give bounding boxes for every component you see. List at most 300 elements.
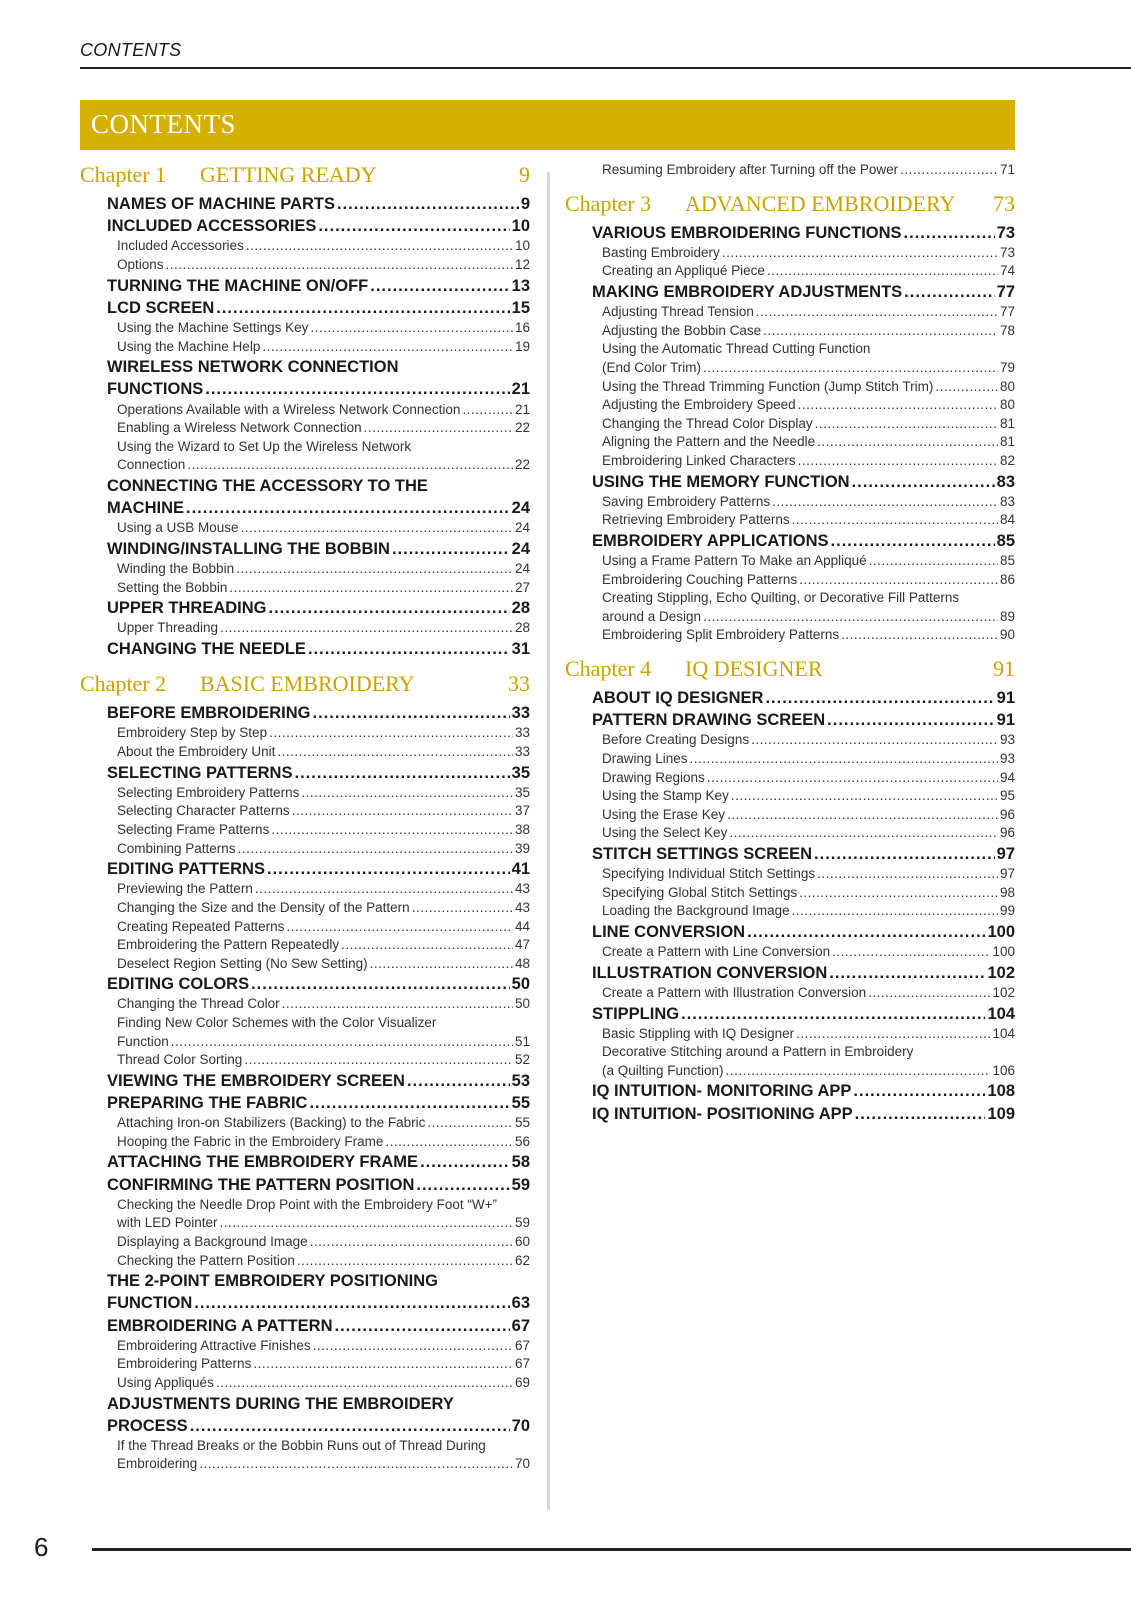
leader-dots [335,1315,510,1337]
entry-page: 50 [511,975,530,994]
section-entry[interactable] [107,597,530,619]
subsection-entry[interactable] [117,880,530,899]
leader-dots [799,884,998,903]
subsection-entry[interactable] [117,579,530,598]
entry-title: Embroidering Split Embroidery Patterns [602,627,840,643]
leader-dots [253,1355,513,1374]
entry-title: Using the Select Key [602,825,728,841]
entry-title: CONNECTING THE ACCESSORY TO THE [107,476,428,495]
leader-dots [241,519,513,538]
subsection-entry[interactable] [117,560,530,579]
entry-page: 89 [999,608,1015,624]
section-entry[interactable] [107,193,530,215]
entry-page: 19 [514,338,530,354]
entry-title: Specifying Individual Stitch Settings [602,866,816,882]
chapter-title-group [80,161,377,189]
entry-page: 21 [514,401,530,417]
subsection-entry[interactable] [117,936,530,955]
entry-title: Creating Repeated Patterns [117,918,285,934]
entry-page: 91 [996,689,1015,708]
subsection-entry[interactable] [117,519,530,538]
subsection-entry[interactable] [602,552,1015,571]
section-entry[interactable] [107,1315,530,1337]
entry-title: Specifying Global Stitch Settings [602,884,798,900]
subsection-entry[interactable] [602,452,1015,471]
subsection-entry[interactable] [117,840,530,859]
entry-page: 9 [520,195,530,213]
leader-dots [292,802,513,821]
section-entry[interactable] [107,1415,530,1437]
leader-dots [690,750,998,769]
entry-page: 80 [999,378,1015,394]
contents-banner [80,100,1015,150]
subsection-entry[interactable] [117,1252,530,1271]
entry-title: Included Accessories [117,238,244,254]
subsection-entry[interactable] [602,1062,1015,1081]
chapter-title-group [565,655,823,683]
chapter-page: 91 [993,656,1015,682]
leader-dots [238,840,513,859]
section-entry[interactable] [592,530,1015,552]
entry-title: Combining Patterns [117,840,236,856]
entry-title: Drawing Regions [602,769,705,785]
leader-dots [427,1114,513,1133]
leader-dots [767,262,998,281]
subsection-entry-line[interactable] [602,1043,1015,1062]
leader-dots [205,378,509,400]
entry-page: 102 [992,984,1015,1000]
entry-title: BEFORE EMBROIDERING [107,704,311,723]
leader-dots [798,396,998,415]
leader-dots [832,943,990,962]
entry-page: 96 [999,825,1015,841]
section-entry[interactable] [107,973,530,995]
leader-dots [216,1374,513,1393]
leader-dots [294,762,509,784]
leader-dots [269,597,510,619]
subsection-entry-line[interactable] [117,1437,530,1456]
leader-dots [756,303,998,322]
subsection-entry[interactable] [602,571,1015,590]
entry-page: 98 [999,884,1015,900]
section-entry[interactable] [592,843,1015,865]
entry-title: Using a USB Mouse [117,520,239,536]
subsection-entry[interactable] [117,237,530,256]
entry-page: 97 [996,844,1015,863]
entry-page: 44 [514,918,530,934]
leader-dots [194,1292,509,1314]
entry-title: Deselect Region Setting (No Sew Setting) [117,955,368,971]
entry-title: FUNCTION [107,1294,193,1313]
chapter-page: 33 [508,671,530,697]
entry-title: About the Embroidery Unit [117,743,276,759]
section-entry[interactable] [107,538,530,560]
leader-dots [282,995,513,1014]
subsection-entry[interactable] [602,303,1015,322]
section-entry[interactable] [107,1151,530,1173]
entry-title: ADJUSTMENTS DURING THE EMBROIDERY [107,1394,454,1413]
subsection-entry[interactable] [602,731,1015,750]
entry-title: Hooping the Fabric in the Embroidery Frame [117,1133,384,1149]
entry-page: 83 [996,472,1015,491]
subsection-entry-line[interactable] [602,589,1015,608]
section-entry[interactable] [592,222,1015,244]
section-entry-line[interactable] [107,356,530,378]
entry-title: Enabling a Wireless Network Connection [117,420,362,436]
leader-dots [841,626,998,645]
entry-title: Selecting Embroidery Patterns [117,784,300,800]
leader-dots [814,843,995,865]
entry-title: with LED Pointer [117,1215,218,1231]
entry-page: 67 [514,1337,530,1353]
entry-page: 43 [514,899,530,915]
leader-dots [392,538,510,560]
leader-dots [310,319,513,338]
subsection-entry[interactable] [602,984,1015,1003]
entry-page: 10 [514,238,530,254]
subsection-entry[interactable] [117,1374,530,1393]
entry-page: 24 [514,561,530,577]
entry-title: THE 2-POINT EMBROIDERY POSITIONING [107,1272,438,1291]
section-entry[interactable] [592,1080,1015,1102]
subsection-entry[interactable] [602,824,1015,843]
section-entry[interactable] [107,858,530,880]
subsection-entry[interactable] [602,902,1015,921]
entry-page: 74 [999,263,1015,279]
chapter-heading[interactable] [80,161,530,189]
section-entry[interactable] [107,1070,530,1092]
leader-dots [817,865,998,884]
entry-page: 35 [511,763,530,782]
entry-title: TURNING THE MACHINE ON/OFF [107,276,369,295]
entry-title: CHANGING THE NEEDLE [107,640,306,658]
subsection-entry[interactable] [602,511,1015,530]
entry-title: Using the Wizard to Set Up the Wireless Network [117,438,412,454]
entry-title: If the Thread Breaks or the Bobbin Runs out of Thread During [117,1437,486,1453]
leader-dots [166,256,513,275]
chapter-heading[interactable] [80,670,530,698]
leader-dots [798,452,998,471]
subsection-entry[interactable] [602,608,1015,627]
leader-dots [765,687,994,709]
subsection-entry[interactable] [602,322,1015,341]
entry-page: 12 [514,256,530,272]
leader-dots [297,1252,513,1271]
entry-page: 104 [992,1025,1015,1041]
subsection-entry[interactable] [117,899,530,918]
subsection-entry[interactable] [602,161,1015,180]
entry-page: 97 [999,866,1015,882]
subsection-entry[interactable] [602,626,1015,645]
leader-dots [796,1025,990,1044]
section-entry[interactable] [107,762,530,784]
subsection-entry[interactable] [117,1133,530,1152]
section-entry[interactable] [107,1092,530,1114]
section-entry[interactable] [592,281,1015,303]
leader-dots [829,962,985,984]
subsection-entry[interactable] [602,378,1015,397]
section-entry[interactable] [592,1003,1015,1025]
leader-dots [831,530,995,552]
entry-page: 106 [992,1062,1015,1078]
leader-dots [277,743,513,762]
entry-title: ATTACHING THE EMBROIDERY FRAME [107,1153,419,1172]
entry-title: Upper Threading [117,620,219,636]
entry-page: 96 [999,806,1015,822]
subsection-entry[interactable] [602,769,1015,788]
section-entry[interactable] [592,471,1015,493]
entry-title: Connection [117,457,186,473]
leader-dots [269,724,513,743]
subsection-entry[interactable] [117,743,530,762]
subsection-entry[interactable] [117,338,530,357]
entry-page: 100 [987,922,1015,941]
entry-page: 33 [514,725,530,741]
leader-dots [703,359,998,378]
subsection-entry-line[interactable] [117,438,530,457]
entry-page: 94 [999,769,1015,785]
entry-title: MAKING EMBROIDERY ADJUSTMENTS [592,282,903,301]
entry-title: Operations Available with a Wireless Network Connection [117,401,461,417]
subsection-entry[interactable] [602,415,1015,434]
entry-page: 28 [511,599,530,618]
leader-dots [722,244,998,263]
subsection-entry[interactable] [117,1355,530,1374]
entry-page: 82 [999,452,1015,468]
entry-title: Create a Pattern with Line Conversion [602,944,831,960]
entry-page: 104 [987,1004,1015,1023]
leader-dots [271,821,513,840]
entry-page: 77 [999,304,1015,320]
section-entry[interactable] [592,1103,1015,1125]
toc-column-left [80,161,530,1474]
section-entry-line[interactable] [107,1393,530,1415]
entry-page: 93 [999,751,1015,766]
entry-page: 58 [511,1153,530,1172]
entry-page: 69 [514,1374,530,1390]
leader-dots [792,511,998,530]
entry-page: 53 [511,1071,530,1090]
entry-page: 100 [992,944,1015,960]
entry-title: Decorative Stitching around a Pattern in Embroidery [602,1044,914,1060]
entry-page: 86 [999,571,1015,587]
leader-dots [199,1455,513,1474]
leader-dots [171,1033,513,1052]
entry-title: STIPPLING [592,1004,680,1023]
entry-page: 95 [999,788,1015,804]
subsection-entry[interactable] [117,821,530,840]
subsection-entry[interactable] [602,493,1015,512]
leader-dots [792,902,998,921]
leader-dots [869,552,998,571]
entry-page: 33 [511,704,530,723]
entry-page: 99 [999,903,1015,919]
subsection-entry[interactable] [602,865,1015,884]
subsection-entry[interactable] [117,802,530,821]
section-entry[interactable] [592,709,1015,731]
leader-dots [216,297,509,319]
subsection-entry[interactable] [117,1051,530,1070]
entry-title: WIRELESS NETWORK CONNECTION [107,358,399,377]
subsection-entry[interactable] [117,619,530,638]
entry-page: 84 [999,512,1015,528]
entry-page: 31 [511,640,530,658]
subsection-entry-line[interactable] [117,1196,530,1215]
subsection-entry[interactable] [117,784,530,803]
subsection-entry[interactable] [602,244,1015,263]
leader-dots [904,222,995,244]
subsection-entry[interactable] [117,256,530,275]
subsection-entry[interactable] [117,1214,530,1233]
subsection-entry[interactable] [117,456,530,475]
section-entry[interactable] [107,702,530,724]
entry-page: 91 [996,711,1015,730]
entry-title: Loading the Background Image [602,903,790,919]
subsection-entry[interactable] [117,1233,530,1252]
subsection-entry[interactable] [117,401,530,420]
subsection-entry[interactable] [117,1337,530,1356]
subsection-entry-line[interactable] [117,1014,530,1033]
subsection-entry[interactable] [602,884,1015,903]
leader-dots [420,1151,510,1173]
subsection-entry[interactable] [117,319,530,338]
entry-page: 22 [514,457,530,473]
section-entry[interactable] [107,1174,530,1196]
footer-rule [92,1548,1131,1551]
leader-dots [244,1051,513,1070]
leader-dots [707,769,998,788]
subsection-entry[interactable] [602,750,1015,769]
leader-dots [370,275,509,297]
subsection-entry[interactable] [602,262,1015,281]
section-entry[interactable] [592,921,1015,943]
entry-page: 63 [511,1294,530,1313]
leader-dots [731,787,998,806]
leader-dots [868,984,990,1003]
entry-title: EMBROIDERY APPLICATIONS [592,531,829,550]
entry-title: Embroidering [117,1456,198,1472]
entry-title: IQ INTUITION- MONITORING APP [592,1082,852,1101]
entry-title: (End Color Trim) [602,359,702,375]
entry-title: Embroidering the Pattern Repeatedly [117,937,340,953]
entry-page: 81 [999,434,1015,450]
entry-title: Using Appliqués [117,1374,214,1390]
entry-title: Using the Stamp Key [602,788,729,804]
leader-dots [799,571,998,590]
leader-dots [255,880,513,899]
subsection-entry[interactable] [117,1114,530,1133]
entry-title: LINE CONVERSION [592,922,746,941]
entry-title: Finding New Color Schemes with the Color Visualizer [117,1015,437,1031]
entry-title: Using the Thread Trimming Function (Jump Stitch Trim) [602,378,934,394]
section-entry-line[interactable] [107,475,530,497]
entry-title: WINDING/INSTALLING THE BOBBIN [107,539,390,558]
entry-page: 77 [996,282,1015,301]
entry-title: Thread Color Sorting [117,1052,243,1068]
section-entry[interactable] [107,297,530,319]
entry-page: 80 [999,397,1015,413]
subsection-entry[interactable] [602,787,1015,806]
subsection-entry[interactable] [602,1025,1015,1044]
chapter-title: GETTING READY [200,162,377,187]
entry-title: Create a Pattern with Illustration Conversion [602,984,867,1000]
section-entry[interactable] [592,962,1015,984]
section-entry[interactable] [107,638,530,660]
entry-page: 50 [514,996,530,1012]
subsection-entry[interactable] [117,1033,530,1052]
subsection-entry[interactable] [602,433,1015,452]
entry-title: EDITING PATTERNS [107,860,265,879]
chapter-heading[interactable] [565,655,1015,683]
entry-title: Winding the Bobbin [117,561,235,577]
leader-dots [267,858,510,880]
entry-title: Embroidering Attractive Finishes [117,1337,311,1353]
entry-title: ABOUT IQ DESIGNER [592,689,764,708]
chapter-heading[interactable] [565,190,1015,218]
subsection-entry[interactable] [602,943,1015,962]
section-entry[interactable] [592,687,1015,709]
entry-page: 71 [999,162,1015,177]
leader-dots [935,378,998,397]
entry-title: Saving Embroidery Patterns [602,493,771,509]
leader-dots [236,560,513,579]
entry-page: 79 [999,359,1015,375]
entry-title: Displaying a Background Image [117,1233,308,1249]
section-entry[interactable] [107,497,530,519]
entry-title: Embroidering Couching Patterns [602,571,798,587]
entry-title: VIEWING THE EMBROIDERY SCREEN [107,1071,405,1090]
leader-dots [703,608,998,627]
entry-page: 15 [511,298,530,317]
section-entry[interactable] [107,378,530,400]
chapter-number: Chapter 2 [80,671,167,697]
entry-title: STITCH SETTINGS SCREEN [592,844,813,863]
entry-title: (a Quilting Function) [602,1062,724,1078]
subsection-entry[interactable] [117,995,530,1014]
entry-title: Selecting Character Patterns [117,803,290,819]
entry-page: 55 [511,1094,530,1113]
leader-dots [815,415,998,434]
subsection-entry[interactable] [117,419,530,438]
subsection-entry[interactable] [117,724,530,743]
subsection-entry[interactable] [117,955,530,974]
leader-dots [747,921,985,943]
entry-title: Basic Stippling with IQ Designer [602,1025,795,1041]
leader-dots [309,1092,509,1114]
subsection-entry[interactable] [602,359,1015,378]
entry-page: 27 [514,579,530,595]
entry-title: Using the Automatic Thread Cutting Function [602,341,871,357]
leader-dots [852,471,995,493]
entry-title: EMBROIDERING A PATTERN [107,1316,333,1335]
section-entry[interactable] [107,275,530,297]
entry-page: 24 [511,539,530,558]
entry-title: Previewing the Pattern [117,881,253,897]
section-entry[interactable] [107,215,530,237]
subsection-entry[interactable] [117,918,530,937]
subsection-entry-line[interactable] [602,340,1015,359]
subsection-entry[interactable] [602,806,1015,825]
leader-dots [904,281,994,303]
entry-title: Adjusting Thread Tension [602,304,754,320]
subsection-entry[interactable] [117,1455,530,1474]
section-entry[interactable] [107,1292,530,1314]
entry-page: 90 [999,627,1015,643]
entry-page: 37 [514,803,530,819]
subsection-entry[interactable] [602,396,1015,415]
entry-page: 41 [511,860,530,879]
section-entry-line[interactable] [107,1270,530,1292]
